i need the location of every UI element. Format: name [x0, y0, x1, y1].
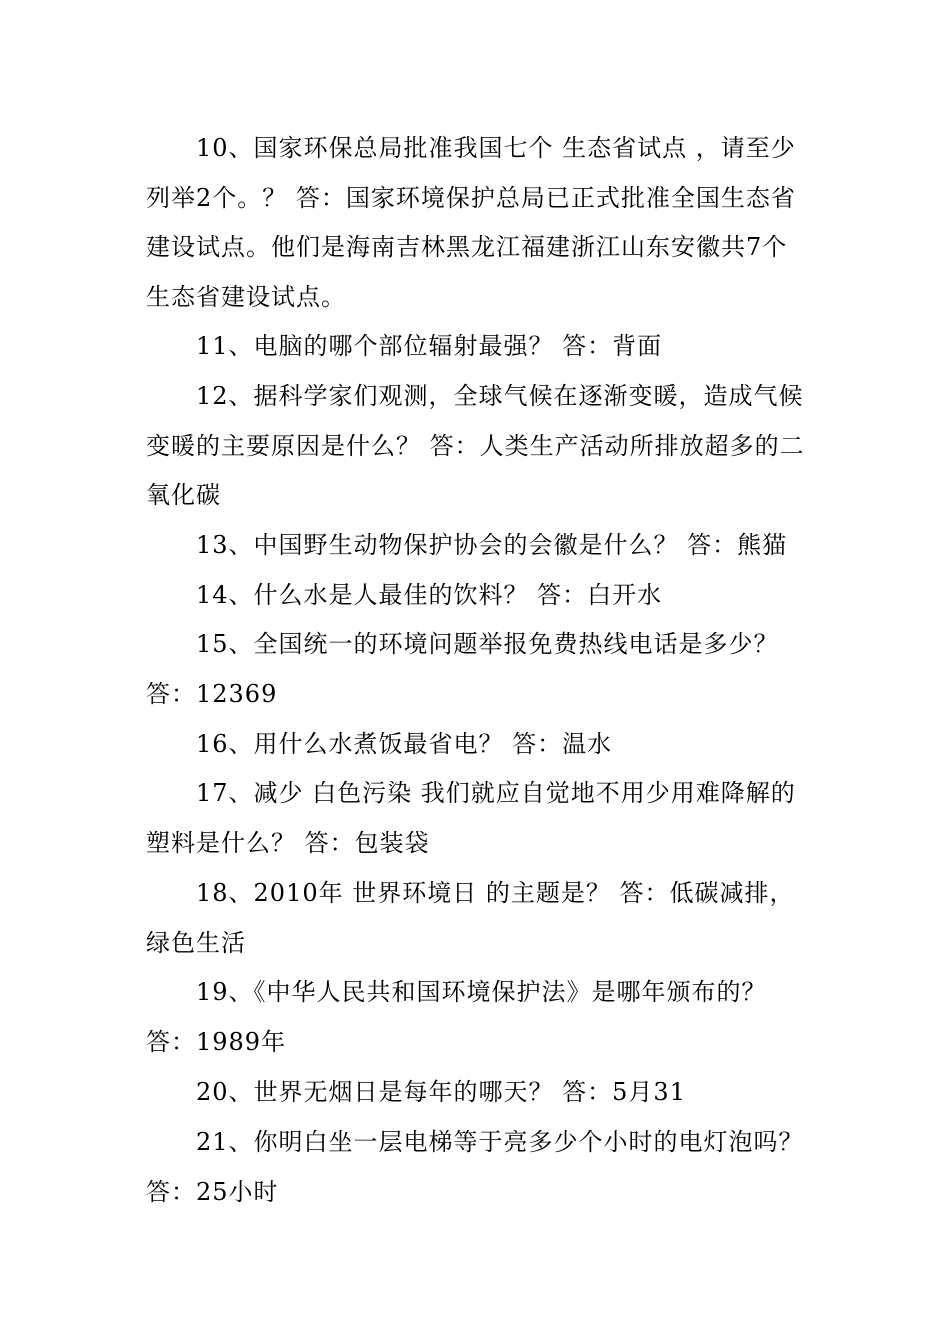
- qa-item-10: 10、国家环保总局批准我国七个 生态省试点 ，请至少列举2个。？ 答：国家环境保护总局已正式批准全国生态省建设试点。他们是海南吉林黑龙江福建浙江山东安徽共7个生态省建设试点。: [146, 134, 796, 311]
- qa-item-17: 17、减少 白色污染 我们就应自觉地不用少用难降解的塑料是什么？ 答：包装袋: [146, 779, 796, 857]
- qa-item-20: 20、世界无烟日是每年的哪天？ 答：5月31: [196, 1078, 686, 1106]
- qa-item-11: 11、电脑的哪个部位辐射最强？ 答：背面: [196, 332, 663, 360]
- qa-item-19: 19、《中华人民共和国环境保护法》是哪年颁布的？ 答：1989年: [146, 978, 767, 1056]
- qa-item-12: 12、据科学家们观测，全球气候在逐渐变暖，造成气候变暖的主要原因是什么？ 答：人类生产活动所排放超多的二氧化碳: [146, 382, 805, 510]
- qa-item-13: 13、中国野生动物保护协会的会徽是什么？ 答：熊猫: [196, 531, 788, 559]
- qa-item-14: 14、什么水是人最佳的饮料？ 答：白开水: [196, 581, 663, 609]
- qa-item-15: 15、全国统一的环境问题举报免费热线电话是多少？答：12369: [146, 630, 779, 708]
- qa-item-21: 21、你明白坐一层电梯等于亮多少个小时的电灯泡吗？答：25小时: [146, 1128, 804, 1206]
- qa-item-18: 18、2010年 世界环境日 的主题是？ 答：低碳减排，绿色生活: [146, 879, 795, 957]
- qa-item-16: 16、用什么水煮饭最省电？ 答：温水: [196, 730, 613, 758]
